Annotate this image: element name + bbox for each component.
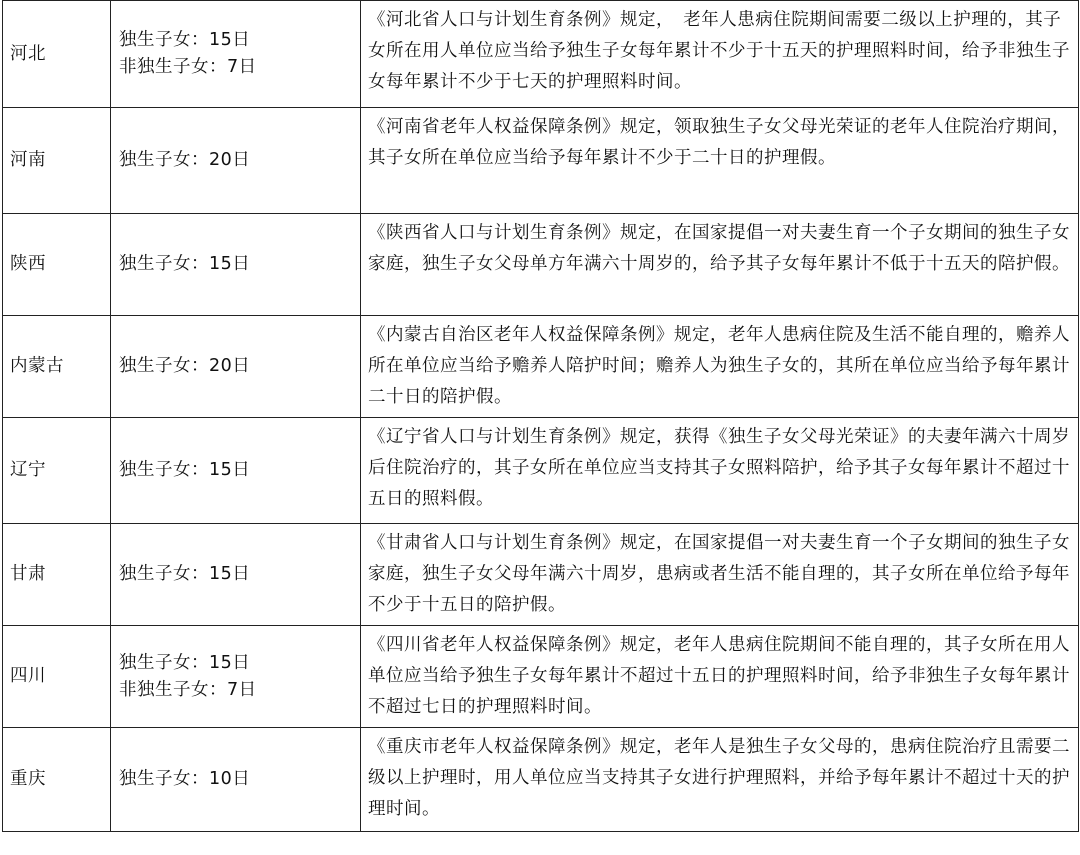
days-cell xyxy=(111,728,361,832)
province-cell: 河北 xyxy=(3,1,111,108)
days-value: 独生子女：10日 xyxy=(119,769,251,789)
days-cell xyxy=(111,316,361,418)
days-value: 独生子女：15日 xyxy=(119,564,251,584)
table-row xyxy=(3,214,1079,316)
table-row xyxy=(3,626,1079,728)
regulation-cell: 《甘肃省人口与计划生育条例》规定，在国家提倡一对夫妻生育一个子女期间的独生子女家庭，独生子女父母年满六十周岁，患病或者生活不能自理的，其子女所在单位给予每年不少于十五日的陪护假。 xyxy=(361,524,1079,626)
regulation-cell: 《内蒙古自治区老年人权益保障条例》规定，老年人患病住院及生活不能自理的，赡养人所在单位应当给予赡养人陪护时间；赡养人为独生子女的，其所在单位应当给予每年累计二十日的陪护假。 xyxy=(361,316,1079,418)
table-row xyxy=(3,524,1079,626)
province-cell: 河南 xyxy=(3,108,111,214)
table-row xyxy=(3,108,1079,214)
regulation-cell: 《河南省老年人权益保障条例》规定，领取独生子女父母光荣证的老年人住院治疗期间，其子女所在单位应当给予每年累计不少于二十日的护理假。 xyxy=(361,108,1079,214)
province-cell: 陕西 xyxy=(3,214,111,316)
table-row xyxy=(3,1,1079,108)
days-value: 独生子女：20日 xyxy=(119,150,251,170)
table-row xyxy=(3,316,1079,418)
province-cell: 辽宁 xyxy=(3,418,111,524)
regulation-cell: 《陕西省人口与计划生育条例》规定，在国家提倡一对夫妻生育一个子女期间的独生子女家庭，独生子女父母单方年满六十周岁的，给予其子女每年累计不低于十五天的陪护假。 xyxy=(361,214,1079,316)
days-value: 非独生子女：7日 xyxy=(119,57,257,77)
days-cell xyxy=(111,626,361,728)
table-row xyxy=(3,418,1079,524)
province-cell: 甘肃 xyxy=(3,524,111,626)
days-value: 独生子女：15日 xyxy=(119,254,251,274)
regulation-cell: 《四川省老年人权益保障条例》规定，老年人患病住院期间不能自理的，其子女所在用人单位应当给予独生子女每年累计不超过十五日的护理照料时间，给予非独生子女每年累计不超过七日的护理照料时间。 xyxy=(361,626,1079,728)
regulation-cell: 《河北省人口与计划生育条例》规定， 老年人患病住院期间需要二级以上护理的，其子女所在用人单位应当给予独生子女每年累计不少于十五天的护理照料时间，给予非独生子女每年累计不少于七天的护理照料时间。 xyxy=(361,1,1079,108)
province-cell: 重庆 xyxy=(3,728,111,832)
regulation-cell: 《辽宁省人口与计划生育条例》规定，获得《独生子女父母光荣证》的夫妻年满六十周岁后住院治疗的，其子女所在单位应当支持其子女照料陪护，给予其子女每年累计不超过十五日的照料假。 xyxy=(361,418,1079,524)
days-value: 独生子女：15日 xyxy=(119,652,251,673)
days-cell xyxy=(111,214,361,316)
days-value: 非独生子女：7日 xyxy=(119,679,257,700)
regulation-cell: 《重庆市老年人权益保障条例》规定，老年人是独生子女父母的，患病住院治疗且需要二级以上护理时，用人单位应当支持其子女进行护理照料，并给予每年累计不超过十天的护理时间。 xyxy=(361,728,1079,832)
days-value: 独生子女：15日 xyxy=(119,460,251,480)
days-cell xyxy=(111,524,361,626)
days-value: 独生子女：20日 xyxy=(119,356,251,376)
province-cell: 内蒙古 xyxy=(3,316,111,418)
province-cell: 四川 xyxy=(3,626,111,728)
days-value: 独生子女：15日 xyxy=(119,30,251,50)
table-row xyxy=(3,728,1079,832)
policy-table xyxy=(2,0,1079,832)
days-cell xyxy=(111,1,361,108)
days-cell xyxy=(111,108,361,214)
days-cell xyxy=(111,418,361,524)
